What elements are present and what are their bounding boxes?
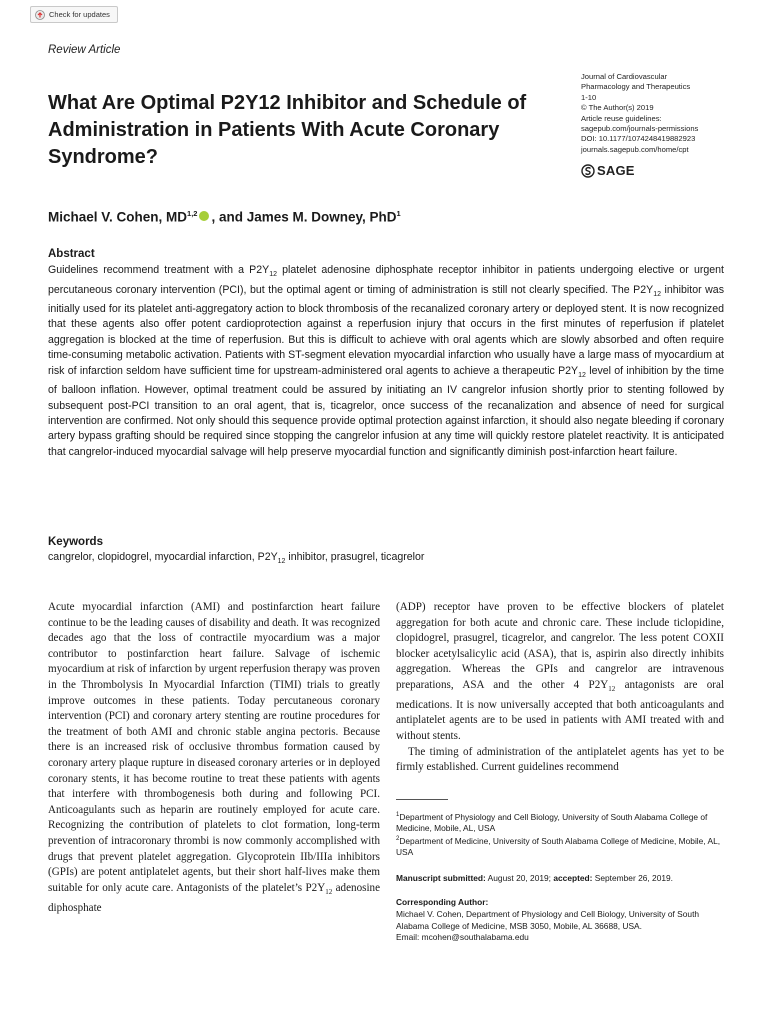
- affiliation-1: $^1$Department of Physiology and Cell Biology, University of South Alabama College of Medicine, Mobile, AL, USA: [396, 811, 708, 834]
- affiliation-2: $^2$Department of Medicine, University of South Alabama College of Medicine, Mobile, AL, USA: [396, 835, 721, 858]
- body-column-left: Acute myocardial infarction (AMI) and postinfarction heart failure continue to be the leading causes of disability and death. It was recognized decades ago that the loss of contractile myocardium was a major contributor to postinfarction heart failure. Salvage of ischemic myocardium at risk of infarction by urgent reperfusion therapy was proven in the Thrombolysis In Myocardial Infarction (TIMI) trials to greatly improve outcomes in these patients. Today percutaneous coronary intervention (PCI) and coronary artery stenting are routine procedures for the treatment of both AMI and chronic stable angina pectoris. Because there is an increased risk of occlusive thrombus formation caused by coronary artery plaque rupture in diseased coronary arteries or in deployed coronary stents, it has become routine to treat these patients with agents that interfere with thrombogenesis both during and following PCI. Anticoagulants such as heparin are routinely employed for acute care. Recognizing the contribution of platelets to clot formation, long-term prevention of intracoronary thrombi is now commonly accomplished with drugs that prevent platelet aggregation. Glycoprotein IIb/IIIa inhibitors (GPIs) are potent antiplatelet agents, but their short half-lives make them suitable for only acute care. Antagonists of the platelet’s $P2Y_{12}$ adenosine diphosphate: [48, 601, 380, 914]
- corresponding-author-heading: Corresponding Author:: [396, 897, 489, 907]
- journal-link[interactable]: sagepub.com/journals-permissions: [581, 124, 699, 134]
- footnote-divider: [396, 799, 448, 800]
- body-paragraph: The timing of administration of the antiplatelet agents has yet to be firmly established. Current guidelines recommend: [396, 745, 724, 774]
- journal-home-link[interactable]: journals.sagepub.com/home/cpt: [581, 144, 689, 154]
- keywords-heading: Keywords: [48, 536, 103, 548]
- journal-info: [581, 72, 761, 155]
- paper-title: What Are Optimal P2Y12 Inhibitor and Schedule of Administration in Patients With Acute Coronary Syndrome?: [48, 92, 527, 168]
- publisher-logo: [581, 163, 635, 178]
- corresponding-author-address: Michael V. Cohen, Department of Physiology and Cell Biology, University of South Alabama College of Medicine, MSB 3050, Mobile, AL 36688, USA.: [396, 909, 700, 931]
- corresponding-author-email[interactable]: Email: mcohen@southalabama.edu: [396, 932, 529, 943]
- abstract-heading: Abstract: [48, 248, 95, 260]
- check-for-updates-icon: [35, 10, 45, 20]
- journal-line: 1-10: [581, 92, 597, 102]
- body-paragraph: (ADP) receptor have proven to be effective blockers of platelet aggregation for both acute and chronic care. These include ticlopidine, clopidogrel, prasugrel, ticagrelor, and cangrelor. The less potent COXII blocker acetylsalicylic acid (ASA), that is, aspirin also directly inhibits aggregation. Whereas the GPIs and cangrelor are intravenous preparations, ASA and the other 4 $P2Y_{12}$ antagonists are oral medications. It is now universally accepted that both anticoagulants and antiplatelet agents are to be used in patients with AMI treated with and without stents.: [396, 601, 724, 742]
- journal-line: Journal of Cardiovascular: [581, 72, 668, 81]
- sage-logo-icon: [581, 164, 595, 178]
- abstract-text: Guidelines recommend treatment with a $P2Y_{12}$ platelet adenosine diphosphate receptor inhibitor in patients undergoing elective or urgent percutaneous coronary intervention (PCI), but the optimal agent or timing of administration is still not clearly specified. The $P2Y_{12}$ inhibitor was initially used for its platelet anti-aggregatory action to block thrombosis of the recanalized coronary artery or deployed stent. It is now recognized that these agents also offer potent cardioprotection against a reperfusion injury that occurs in the first minutes of reperfusion if platelet aggregation is blocked at the time of reperfusion. But this is difficult to achieve with oral agents which are slowly absorbed and often require time-consuming metabolic activation. Patients with ST-segment elevation myocardial infarction who usually have a large mass of myocardium at risk of infarction seldom have sufficient time for upstream-administered oral agents to achieve a therapeutic $P2Y_{12}$ level of inhibition by the time of balloon inflation. However, optimal treatment could be assured by initiating an IV cangrelor infusion shortly prior to stenting followed by subsequent post-PCI transition to an oral agent, that is, ticagrelor, once success of the recanalization and absence of need for surgical intervention are confirmed. Not only should this sequence provide optimal protection against infarction, it should also negate bleeding if coronary artery bypass grafting should be required since stopping the cangrelor infusion at any time will quickly restore platelet reactivity. It is anticipated that cangrelor-induced myocardial salvage will help preserve myocardial function and significantly diminish post-infarction heart failure.: [48, 264, 724, 458]
- author-name: James M. Downey, PhD: [246, 209, 397, 225]
- author-list: [48, 209, 401, 225]
- author-name: Michael V. Cohen, MD: [48, 209, 188, 225]
- journal-line: Article reuse guidelines:: [581, 113, 662, 123]
- journal-line: Pharmacology and Therapeutics: [581, 82, 691, 92]
- check-for-updates-button[interactable]: [30, 6, 118, 23]
- author-affiliation-sup: 1: [396, 209, 401, 218]
- article-type: Review Article: [48, 44, 121, 56]
- keywords-list: cangrelor, clopidogrel, myocardial infarction, $P2Y_{12}$ inhibitor, prasugrel, ticagrelor: [48, 551, 425, 566]
- corresponding-author: [396, 909, 726, 944]
- journal-line: © The Author(s) 2019: [581, 103, 654, 113]
- orcid-icon[interactable]: [199, 211, 209, 221]
- author-affiliation-sup: 1,2: [187, 209, 198, 218]
- doi-link[interactable]: DOI: 10.1177/1074248419882923: [581, 134, 696, 144]
- check-for-updates-label: Check for updates: [49, 10, 110, 19]
- publisher-name: SAGE: [597, 163, 635, 178]
- body-column-right: [396, 600, 724, 776]
- author-connector: , and: [211, 209, 247, 225]
- manuscript-dates: Manuscript submitted: August 20, 2019; accepted: September 26, 2019.: [396, 873, 674, 883]
